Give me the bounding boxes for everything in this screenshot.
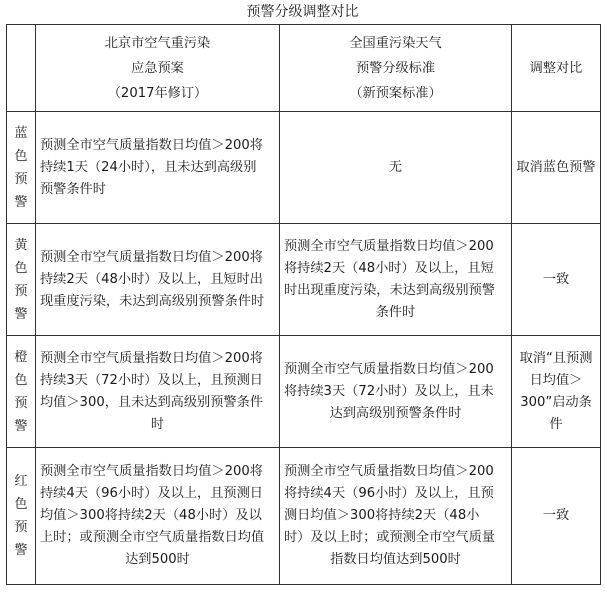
adjustment-note: 一致 [512,224,601,336]
warning-comparison-table [6,24,601,585]
header-national: 全国重污染天气 预警分级标准 （新预案标准） [280,25,512,112]
level-orange-warning: 橙 色 预 警 [7,336,36,448]
beijing-criteria: 预测全市空气质量指数日均值＞200将 持续1天（24小时），且未达到高级别 预警条件时 [36,112,280,224]
beijing-criteria: 预测全市空气质量指数日均值＞200将 持续4天（96小时）及以上，且预测日 均值＞300将持续2天（48小时）及以 上时；或预测全市空气质量指数日均值 达到500时 [36,448,280,585]
beijing-criteria: 预测全市空气质量指数日均值＞200将 持续3天（72小时）及以上，且预测日 均值＞300，且未达到高级别预警条件 时 [36,336,280,448]
table-row-yellow [7,224,601,336]
national-criteria: 预测全市空气质量指数日均值＞200 将持续3天（72小时）及以上，且未 达到高级别预警条件时 [280,336,512,448]
national-criteria: 无 [280,112,512,224]
level-yellow-warning: 黄 色 预 警 [7,224,36,336]
header-adjust: 调整对比 [512,25,601,112]
adjustment-note: 一致 [512,448,601,585]
header-row [7,25,601,112]
adjustment-note: 取消蓝色预警 [512,112,601,224]
header-beijing: 北京市空气重污染 应急预案 （2017年修订） [36,25,280,112]
beijing-criteria: 预测全市空气质量指数日均值＞200将 持续2天（48小时）及以上，且短时出 现重度污染，未达到高级别预警条件时 [36,224,280,336]
national-criteria: 预测全市空气质量指数日均值＞200 将持续4天（96小时）及以上，且预 测日均值＞300将持续2天（48小 时）及以上时；或预测全市空气质量 指数日均值达到500时 [280,448,512,585]
table-caption: 预警分级调整对比 [246,4,359,20]
table-row-red [7,448,601,585]
level-red-warning: 红 色 预 警 [7,448,36,585]
corner-cell [7,25,36,112]
table-row-orange [7,336,601,448]
national-criteria: 预测全市空气质量指数日均值＞200 将持续2天（48小时）及以上，且短 时出现重度污染，未达到高级别预警 条件时 [280,224,512,336]
table-row-blue [7,112,601,224]
level-blue-warning: 蓝 色 预 警 [7,112,36,224]
adjustment-note: 取消“且预测 日均值＞ 300”启动条 件 [512,336,601,448]
